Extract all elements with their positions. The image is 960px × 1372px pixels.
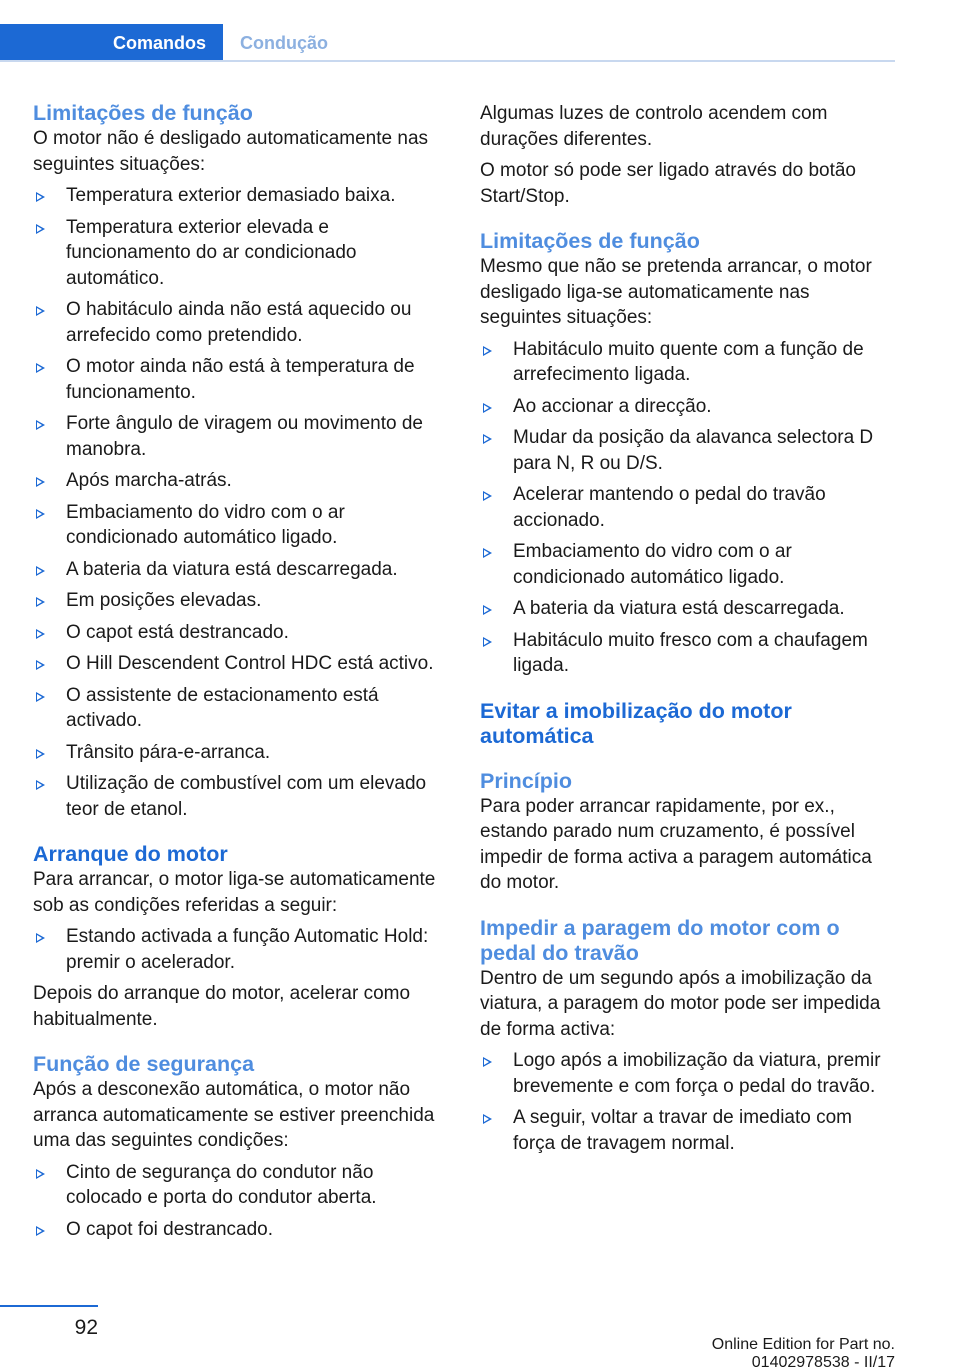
bullet-arrow-icon: [483, 548, 492, 558]
page-number: 92: [74, 1316, 98, 1339]
list-item: [33, 588, 448, 614]
bullet-arrow-icon: [36, 629, 45, 639]
list-item-text: Em posições elevadas.: [66, 590, 262, 611]
list-item: [33, 683, 448, 734]
tab-comandos[interactable]: Comandos: [0, 24, 223, 62]
list-seguranca: [33, 1160, 448, 1243]
bullet-arrow-icon: [36, 933, 45, 943]
list-item: [33, 651, 448, 677]
heading-seguranca: Função de segurança: [33, 1052, 255, 1076]
text-luzes-controlo: Algumas luzes de controlo acendem com durações diferentes.: [480, 103, 828, 150]
list-item-text: O motor ainda não está à temperatura de funcionamento.: [66, 356, 415, 403]
list-item: [480, 1105, 895, 1156]
heading-impedir-paragem: Impedir a paragem do motor com o pedal do travão: [480, 915, 840, 965]
list-item: [33, 297, 448, 348]
bullet-arrow-icon: [483, 1114, 492, 1124]
list-item-text: Temperatura exterior elevada e funcionamento do ar condicionado automático.: [66, 216, 357, 289]
list-arranque: [33, 924, 448, 975]
list-item: [480, 337, 895, 388]
list-item-text: Mudar da posição da alavanca selectora D para N, R ou D/S.: [513, 427, 874, 474]
list-item: [33, 411, 448, 462]
bullet-arrow-icon: [36, 660, 45, 670]
list-item-text: Ao accionar a direcção.: [513, 395, 712, 417]
list-item-text: Forte ângulo de viragem ou movimento de manobra.: [66, 413, 423, 460]
bullet-arrow-icon: [36, 749, 45, 759]
list-item: [33, 924, 448, 975]
heading-principio: Princípio: [480, 768, 572, 793]
left-column: [33, 101, 448, 1248]
list-item: [33, 500, 448, 551]
right-column: [480, 101, 895, 1162]
list-item-text: Logo após a imobilização da viatura, premir brevemente e com força o pedal do travão.: [513, 1050, 881, 1097]
intro-limitacoes-1: O motor não é desligado automaticamente nas seguintes situações:: [33, 128, 429, 175]
bullet-arrow-icon: [483, 491, 492, 501]
heading-limitacoes-2: Limitações de função: [480, 229, 700, 253]
list-item: [480, 482, 895, 533]
bullet-arrow-icon: [36, 780, 45, 790]
list-item-text: A seguir, voltar a travar de imediato com força de travagem normal.: [513, 1107, 852, 1154]
list-item: [33, 468, 448, 494]
bullet-arrow-icon: [483, 637, 492, 647]
list-item: [33, 620, 448, 646]
heading-arranque: Arranque do motor: [33, 842, 228, 866]
list-item-text: Trânsito pára-e-arranca.: [66, 741, 271, 763]
list-item-text: A bateria da viatura está descarregada.: [66, 558, 398, 580]
list-item: [480, 539, 895, 590]
list-item: [480, 425, 895, 476]
edition-text: Online Edition for Part no. 01402978538 - II/17: [711, 1336, 895, 1371]
list-item-text: O habitáculo ainda não está aquecido ou arrefecido como pretendido.: [66, 299, 412, 346]
list-item: [33, 215, 448, 292]
tab-conducao[interactable]: Condução: [240, 32, 328, 53]
list-item-text: Utilização de combustível com um elevado teor de etanol.: [66, 773, 427, 820]
list-item-text: Cinto de segurança do condutor não colocado e porta do condutor aberta.: [66, 1161, 377, 1208]
list-item-text: Embaciamento do vidro com o ar condicionado automático ligado.: [66, 501, 345, 548]
list-item-text: Habitáculo muito fresco com a chaufagem ligada.: [513, 629, 868, 676]
list-item-text: O Hill Descendent Control HDC está activo.: [66, 653, 434, 674]
bullet-arrow-icon: [36, 597, 45, 607]
heading-evitar-imobilizacao: Evitar a imobilização do motor automática: [480, 698, 792, 748]
list-item-text: Estando activada a função Automatic Hold: premir o acelerador.: [66, 926, 429, 973]
page-number-rule: [0, 1305, 98, 1307]
header-rule: [0, 60, 895, 62]
list-item: [33, 1160, 448, 1211]
list-item-text: A bateria da viatura está descarregada.: [513, 598, 845, 619]
list-item-text: O capot foi destrancado.: [66, 1218, 274, 1240]
intro-seguranca: Após a desconexão automática, o motor não arranca automaticamente se estiver preenchida uma das seguintes condições:: [33, 1079, 435, 1151]
bullet-arrow-icon: [36, 306, 45, 316]
list-item-text: O capot está destrancado.: [66, 621, 289, 643]
heading-limitacoes-1: Limitações de função: [33, 101, 253, 125]
intro-impedir-paragem: Dentro de um segundo após a imobilização da viatura, a paragem do motor pode ser impedida de forma activa:: [480, 967, 881, 1040]
list-item: [33, 1217, 448, 1243]
list-item: [33, 183, 448, 209]
bullet-arrow-icon: [36, 566, 45, 576]
section-tabs: [0, 24, 895, 62]
bullet-arrow-icon: [36, 1226, 45, 1236]
list-item: [33, 740, 448, 766]
list-item-text: Embaciamento do vidro com o ar condicionado automático ligado.: [513, 541, 792, 588]
text-arranque-after: Depois do arranque do motor, acelerar como habitualmente.: [33, 983, 411, 1030]
list-limitacoes-1: [33, 183, 448, 822]
bullet-arrow-icon: [483, 1057, 492, 1067]
bullet-arrow-icon: [36, 477, 45, 487]
list-item: [480, 596, 895, 622]
list-item-text: Após marcha-atrás.: [66, 470, 232, 491]
list-item-text: O assistente de estacionamento está activado.: [66, 684, 379, 731]
list-item: [33, 557, 448, 583]
bullet-arrow-icon: [483, 403, 492, 413]
list-item-text: Habitáculo muito quente com a função de arrefecimento ligada.: [513, 338, 864, 385]
bullet-arrow-icon: [36, 363, 45, 373]
list-item-text: Acelerar mantendo o pedal do travão accionado.: [513, 484, 826, 531]
bullet-arrow-icon: [36, 1169, 45, 1179]
bullet-arrow-icon: [36, 692, 45, 702]
bullet-arrow-icon: [483, 434, 492, 444]
bullet-arrow-icon: [36, 224, 45, 234]
bullet-arrow-icon: [36, 192, 45, 202]
text-principio: Para poder arrancar rapidamente, por ex., estando parado num cruzamento, é possível impedir de forma activa a paragem automática do motor.: [480, 795, 872, 893]
list-item: [33, 354, 448, 405]
intro-limitacoes-2: Mesmo que não se pretenda arrancar, o motor desligado liga-se automaticamente nas seguintes situações:: [480, 256, 872, 328]
list-item: [480, 628, 895, 679]
list-item: [33, 771, 448, 822]
text-start-stop: O motor só pode ser ligado através do botão Start/Stop.: [480, 160, 857, 207]
list-item-text: Temperatura exterior demasiado baixa.: [66, 185, 396, 206]
bullet-arrow-icon: [483, 605, 492, 615]
list-item: [480, 394, 895, 420]
bullet-arrow-icon: [36, 509, 45, 519]
list-impedir-paragem: [480, 1048, 895, 1156]
list-item: [480, 1048, 895, 1099]
bullet-arrow-icon: [36, 420, 45, 430]
bullet-arrow-icon: [483, 346, 492, 356]
intro-arranque: Para arrancar, o motor liga-se automaticamente sob as condições referidas a seguir:: [33, 869, 436, 916]
list-limitacoes-2: [480, 337, 895, 679]
